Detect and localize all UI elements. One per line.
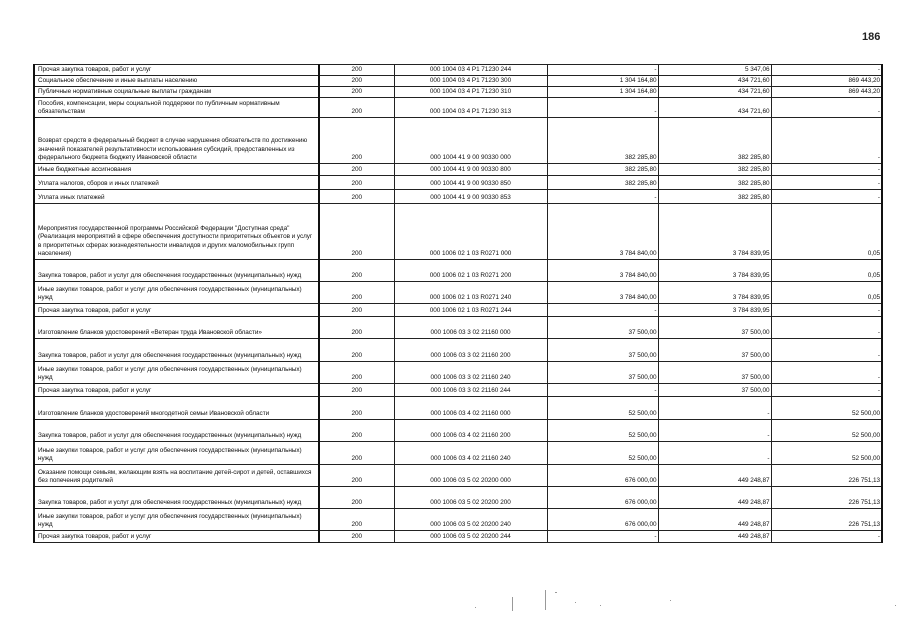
row-name: Прочая закупка товаров, работ и услуг xyxy=(34,531,319,543)
line-code: 200 xyxy=(319,465,394,487)
table-row xyxy=(34,487,882,509)
unexecuted-amount: 52 500,00 xyxy=(771,397,882,420)
budget-classification-code: 000 1006 02 1 03 R0271 200 xyxy=(394,260,547,282)
budget-classification-code: 000 1006 03 4 02 21160 000 xyxy=(394,397,547,420)
approved-amount: 3 784 840,00 xyxy=(547,282,658,304)
unexecuted-amount: - xyxy=(771,98,882,118)
unexecuted-amount: - xyxy=(771,118,882,164)
scan-speck xyxy=(545,590,546,610)
row-name: Иные закупки товаров, работ и услуг для обеспечения государственных (муниципальных) нужд xyxy=(34,442,319,465)
table-body xyxy=(34,65,882,543)
scan-speck xyxy=(512,597,513,611)
executed-amount: 37 500,00 xyxy=(658,339,771,362)
unexecuted-amount: - xyxy=(771,164,882,176)
executed-amount: 382 285,80 xyxy=(658,118,771,164)
approved-amount: 382 285,80 xyxy=(547,118,658,164)
scan-speck xyxy=(895,605,896,606)
executed-amount: 3 784 839,95 xyxy=(658,304,771,317)
budget-classification-code: 000 1006 03 4 02 21160 240 xyxy=(394,442,547,465)
scan-speck xyxy=(555,592,557,593)
unexecuted-amount: - xyxy=(771,339,882,362)
scan-speck xyxy=(575,602,576,603)
executed-amount: - xyxy=(658,442,771,465)
table-row xyxy=(34,362,882,384)
approved-amount: 37 500,00 xyxy=(547,317,658,339)
executed-amount: 449 248,87 xyxy=(658,509,771,531)
line-code: 200 xyxy=(319,190,394,204)
scan-speck xyxy=(475,607,476,608)
approved-amount: 676 000,00 xyxy=(547,509,658,531)
executed-amount: 382 285,80 xyxy=(658,190,771,204)
line-code: 200 xyxy=(319,304,394,317)
line-code: 200 xyxy=(319,87,394,98)
unexecuted-amount: - xyxy=(771,531,882,543)
row-name: Оказание помощи семьям, желающим взять на воспитание детей-сирот и детей, оставшихся без попечения родителей xyxy=(34,465,319,487)
executed-amount: 3 784 839,95 xyxy=(658,282,771,304)
unexecuted-amount: - xyxy=(771,362,882,384)
unexecuted-amount: - xyxy=(771,304,882,317)
budget-classification-code: 000 1004 03 4 P1 71230 300 xyxy=(394,76,547,87)
row-name: Социальное обеспечение и иные выплаты населению xyxy=(34,76,319,87)
approved-amount: - xyxy=(547,190,658,204)
budget-classification-code: 000 1006 03 3 02 21160 244 xyxy=(394,384,547,397)
row-name: Прочая закупка товаров, работ и услуг xyxy=(34,384,319,397)
line-code: 200 xyxy=(319,260,394,282)
line-code: 200 xyxy=(319,282,394,304)
approved-amount: 676 000,00 xyxy=(547,465,658,487)
unexecuted-amount: 52 500,00 xyxy=(771,420,882,442)
budget-classification-code: 000 1006 03 5 02 20200 244 xyxy=(394,531,547,543)
line-code: 200 xyxy=(319,397,394,420)
table-row xyxy=(34,304,882,317)
budget-classification-code: 000 1004 03 4 P1 71230 313 xyxy=(394,98,547,118)
row-name: Прочая закупка товаров, работ и услуг xyxy=(34,304,319,317)
line-code: 200 xyxy=(319,384,394,397)
approved-amount: - xyxy=(547,304,658,317)
unexecuted-amount: 0,05 xyxy=(771,282,882,304)
row-name: Публичные нормативные социальные выплаты гражданам xyxy=(34,87,319,98)
line-code: 200 xyxy=(319,118,394,164)
line-code: 200 xyxy=(319,442,394,465)
approved-amount: 1 304 164,80 xyxy=(547,76,658,87)
executed-amount: - xyxy=(658,420,771,442)
table-row xyxy=(34,442,882,465)
budget-classification-code: 000 1006 03 3 02 21160 200 xyxy=(394,339,547,362)
table-row xyxy=(34,260,882,282)
approved-amount: 37 500,00 xyxy=(547,362,658,384)
unexecuted-amount: - xyxy=(771,317,882,339)
unexecuted-amount: 0,05 xyxy=(771,260,882,282)
executed-amount: 37 500,00 xyxy=(658,384,771,397)
executed-amount: 434 721,60 xyxy=(658,76,771,87)
table-row xyxy=(34,465,882,487)
line-code: 200 xyxy=(319,362,394,384)
executed-amount: 449 248,87 xyxy=(658,487,771,509)
budget-classification-code: 000 1004 03 4 P1 71230 310 xyxy=(394,87,547,98)
line-code: 200 xyxy=(319,420,394,442)
approved-amount: 676 000,00 xyxy=(547,487,658,509)
row-name: Изготовление бланков удостоверений многодетной семьи Ивановской области xyxy=(34,397,319,420)
table-row xyxy=(34,420,882,442)
table-row xyxy=(34,190,882,204)
table-row xyxy=(34,384,882,397)
row-name: Закупка товаров, работ и услуг для обеспечения государственных (муниципальных) нужд xyxy=(34,339,319,362)
line-code: 200 xyxy=(319,317,394,339)
approved-amount: 382 285,80 xyxy=(547,164,658,176)
executed-amount: - xyxy=(658,397,771,420)
unexecuted-amount: 226 751,13 xyxy=(771,487,882,509)
budget-classification-code: 000 1006 02 1 03 R0271 000 xyxy=(394,204,547,260)
row-name: Иные закупки товаров, работ и услуг для обеспечения государственных (муниципальных) нужд xyxy=(34,362,319,384)
row-name: Закупка товаров, работ и услуг для обеспечения государственных (муниципальных) нужд xyxy=(34,420,319,442)
row-name: Прочая закупка товаров, работ и услуг xyxy=(34,65,319,76)
table-row xyxy=(34,118,882,164)
approved-amount: - xyxy=(547,98,658,118)
line-code: 200 xyxy=(319,164,394,176)
approved-amount: 3 784 840,00 xyxy=(547,260,658,282)
executed-amount: 382 285,80 xyxy=(658,164,771,176)
approved-amount: 3 784 840,00 xyxy=(547,204,658,260)
executed-amount: 434 721,60 xyxy=(658,87,771,98)
unexecuted-amount: - xyxy=(771,65,882,76)
approved-amount: - xyxy=(547,531,658,543)
table-row xyxy=(34,282,882,304)
budget-classification-code: 000 1006 03 4 02 21160 200 xyxy=(394,420,547,442)
executed-amount: 449 248,87 xyxy=(658,531,771,543)
budget-classification-code: 000 1004 03 4 P1 71230 244 xyxy=(394,65,547,76)
approved-amount: 37 500,00 xyxy=(547,339,658,362)
table-row xyxy=(34,98,882,118)
line-code: 200 xyxy=(319,98,394,118)
unexecuted-amount: 52 500,00 xyxy=(771,442,882,465)
row-name: Мероприятия государственной программы Российской Федерации "Доступная среда" (Реализация мероприятий в сфере обеспечения доступности приоритетных объектов и услуг в приоритетных сферах жизнедеятельности инвалидов и других маломобильных групп населения) xyxy=(34,204,319,260)
table-row xyxy=(34,317,882,339)
line-code: 200 xyxy=(319,76,394,87)
approved-amount: 52 500,00 xyxy=(547,397,658,420)
budget-classification-code: 000 1004 41 9 00 90330 853 xyxy=(394,190,547,204)
unexecuted-amount: 869 443,20 xyxy=(771,76,882,87)
row-name: Возврат средств в федеральный бюджет в случае нарушения обязательств по достижению значений показателей результативности использования субсидий, предоставленных из федерального бюджета бюджету Ивановской области xyxy=(34,118,319,164)
budget-classification-code: 000 1004 41 9 00 90330 850 xyxy=(394,176,547,190)
row-name: Закупка товаров, работ и услуг для обеспечения государственных (муниципальных) нужд xyxy=(34,487,319,509)
budget-classification-code: 000 1006 03 5 02 20200 000 xyxy=(394,465,547,487)
line-code: 200 xyxy=(319,204,394,260)
approved-amount: - xyxy=(547,384,658,397)
executed-amount: 434 721,60 xyxy=(658,98,771,118)
row-name: Иные закупки товаров, работ и услуг для обеспечения государственных (муниципальных) нужд xyxy=(34,282,319,304)
budget-classification-code: 000 1006 03 3 02 21160 000 xyxy=(394,317,547,339)
unexecuted-amount: - xyxy=(771,384,882,397)
executed-amount: 37 500,00 xyxy=(658,317,771,339)
table-row xyxy=(34,76,882,87)
budget-classification-code: 000 1006 02 1 03 R0271 244 xyxy=(394,304,547,317)
executed-amount: 382 285,80 xyxy=(658,176,771,190)
approved-amount: 52 500,00 xyxy=(547,442,658,465)
row-name: Изготовление бланков удостоверений «Ветеран труда Ивановской области» xyxy=(34,317,319,339)
budget-classification-code: 000 1006 03 5 02 20200 200 xyxy=(394,487,547,509)
unexecuted-amount: 226 751,13 xyxy=(771,465,882,487)
unexecuted-amount: 869 443,20 xyxy=(771,87,882,98)
executed-amount: 3 784 839,95 xyxy=(658,204,771,260)
budget-classification-code: 000 1004 41 9 00 90330 800 xyxy=(394,164,547,176)
executed-amount: 5 347,06 xyxy=(658,65,771,76)
scan-speck xyxy=(670,600,671,601)
approved-amount: 52 500,00 xyxy=(547,420,658,442)
row-name: Уплата иных платежей xyxy=(34,190,319,204)
row-name: Закупка товаров, работ и услуг для обеспечения государственных (муниципальных) нужд xyxy=(34,260,319,282)
executed-amount: 449 248,87 xyxy=(658,465,771,487)
budget-execution-table xyxy=(33,64,883,543)
table-row xyxy=(34,509,882,531)
row-name: Иные бюджетные ассигнования xyxy=(34,164,319,176)
budget-classification-code: 000 1006 02 1 03 R0271 240 xyxy=(394,282,547,304)
table-row xyxy=(34,339,882,362)
page-number: 186 xyxy=(862,31,881,43)
line-code: 200 xyxy=(319,65,394,76)
table-row xyxy=(34,65,882,76)
table-row xyxy=(34,204,882,260)
row-name: Уплата налогов, сборов и иных платежей xyxy=(34,176,319,190)
line-code: 200 xyxy=(319,487,394,509)
budget-classification-code: 000 1006 03 5 02 20200 240 xyxy=(394,509,547,531)
table-row xyxy=(34,397,882,420)
table-row xyxy=(34,164,882,176)
approved-amount: 382 285,80 xyxy=(547,176,658,190)
executed-amount: 3 784 839,95 xyxy=(658,260,771,282)
unexecuted-amount: - xyxy=(771,190,882,204)
approved-amount: - xyxy=(547,65,658,76)
unexecuted-amount: 226 751,13 xyxy=(771,509,882,531)
table-row xyxy=(34,531,882,543)
unexecuted-amount: - xyxy=(771,176,882,190)
line-code: 200 xyxy=(319,176,394,190)
line-code: 200 xyxy=(319,531,394,543)
table-row xyxy=(34,87,882,98)
executed-amount: 37 500,00 xyxy=(658,362,771,384)
line-code: 200 xyxy=(319,339,394,362)
row-name: Иные закупки товаров, работ и услуг для обеспечения государственных (муниципальных) нужд xyxy=(34,509,319,531)
budget-classification-code: 000 1004 41 9 00 90330 000 xyxy=(394,118,547,164)
unexecuted-amount: 0,05 xyxy=(771,204,882,260)
budget-classification-code: 000 1006 03 3 02 21160 240 xyxy=(394,362,547,384)
table-row xyxy=(34,176,882,190)
row-name: Пособия, компенсации, меры социальной поддержки по публичным нормативным обязательствам xyxy=(34,98,319,118)
scan-speck xyxy=(600,605,601,606)
approved-amount: 1 304 164,80 xyxy=(547,87,658,98)
line-code: 200 xyxy=(319,509,394,531)
